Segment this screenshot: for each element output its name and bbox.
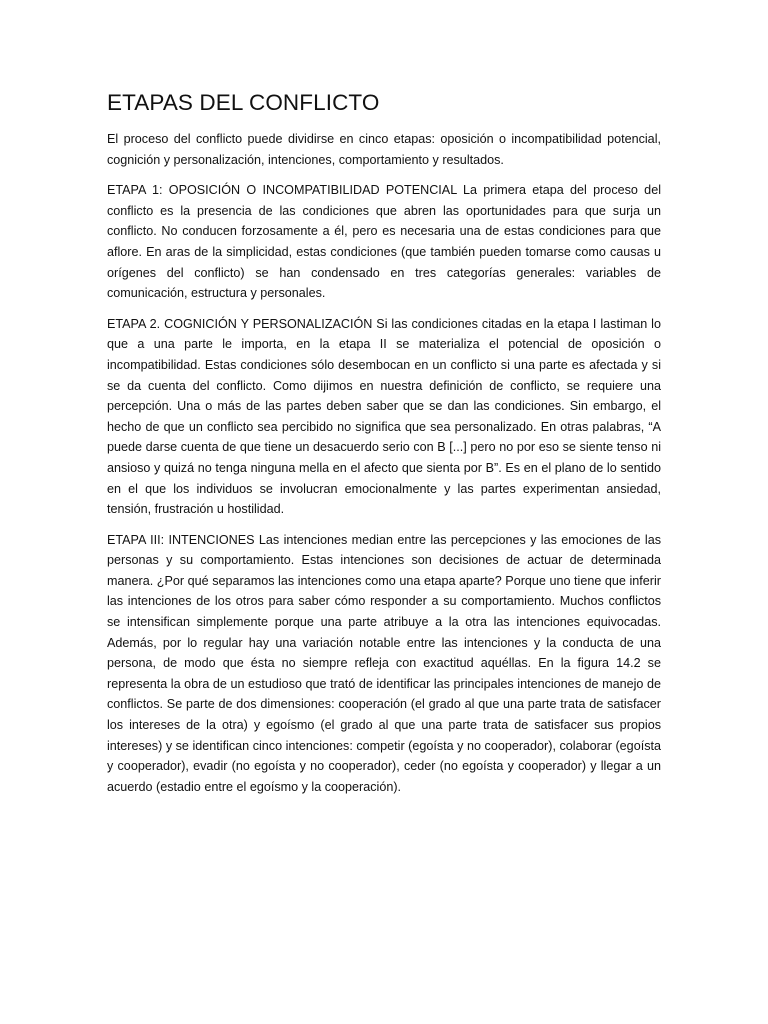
stage-3-text: Las intenciones median entre las percepciones y las emociones de las personas y su comportamiento. Estas intenciones son decisiones de actuar de determinada manera. ¿Por qué separamos las intenciones como una etapa aparte? Porque uno tiene que inferir las intenciones de los otros para saber cómo responder a su comportamiento. Muchos conflictos se intensifican simplemente porque una parte atribuye a la otra las intenciones equivocadas. Además, por lo regular hay una variación notable entre las intenciones y la conducta de una persona, de modo que ésta no siempre refleja con exactitud aquéllas. En la figura 14.2 se representa la obra de un estudioso que trató de identificar las principales intenciones de manejo de conflictos. Se parte de dos dimensiones: cooperación (el grado al que una parte trata de satisfacer los intereses de la otra) y egoísmo (el grado al que una parte trata de satisfacer sus propios intereses) y se identifican cinco intenciones: competir (egoísta y no cooperador), colaborar (egoísta y cooperador), evadir (no egoísta y no cooperador), ceder (no egoísta y cooperador) y llegar a un acuerdo (estadio entre el egoísmo y la cooperación).: [107, 532, 661, 794]
stage-3-paragraph: [107, 530, 661, 798]
document-page: [107, 88, 661, 807]
stage-1-text: La primera etapa del proceso del conflicto es la presencia de las condiciones que abren las oportunidades para que surja un conflicto. No conducen forzosamente a él, pero es necesaria una de estas condiciones para que aflore. En aras de la simplicidad, estas condiciones (que también pueden tomarse como causas u orígenes del conflicto) se han condensado en tres categorías generales: variables de comunicación, estructura y personales.: [107, 183, 661, 301]
stage-2-paragraph: [107, 314, 661, 520]
stage-1-heading: ETAPA 1: OPOSICIÓN O INCOMPATIBILIDAD POTENCIAL: [107, 183, 457, 198]
document-title: ETAPAS DEL CONFLICTO: [107, 90, 380, 115]
stage-1-paragraph: [107, 180, 661, 304]
stage-2-heading: ETAPA 2. COGNICIÓN Y PERSONALIZACIÓN: [107, 316, 373, 331]
intro-text: El proceso del conflicto puede dividirse en cinco etapas: oposición o incompatibilidad potencial, cognición y personalización, intenciones, comportamiento y resultados.: [107, 132, 661, 167]
stage-2-text: Si las condiciones citadas en la etapa I lastiman lo que a una parte le importa, en la etapa II se materializa el potencial de oposición o incompatibilidad. Estas condiciones sólo desembocan en un conflicto si una parte es afectada y si se da cuenta del conflicto. Como dijimos en nuestra definición de conflicto, se requiere una percepción. Una o más de las partes deben saber que se dan las condiciones. Sin embargo, el hecho de que un conflicto sea percibido no significa que sea personalizado. En otras palabras, “A puede darse cuenta de que tiene un desacuerdo serio con B [...] pero no por eso se siente tenso ni ansioso y quizá no tenga ninguna mella en el afecto que sienta por B”. Es en el plano de lo sentido en el que los individuos se involucran emocionalmente y las partes experimentan ansiedad, tensión, frustración u hostilidad.: [107, 316, 661, 517]
intro-paragraph: [107, 129, 661, 170]
stage-3-heading: ETAPA III: INTENCIONES: [107, 532, 255, 547]
